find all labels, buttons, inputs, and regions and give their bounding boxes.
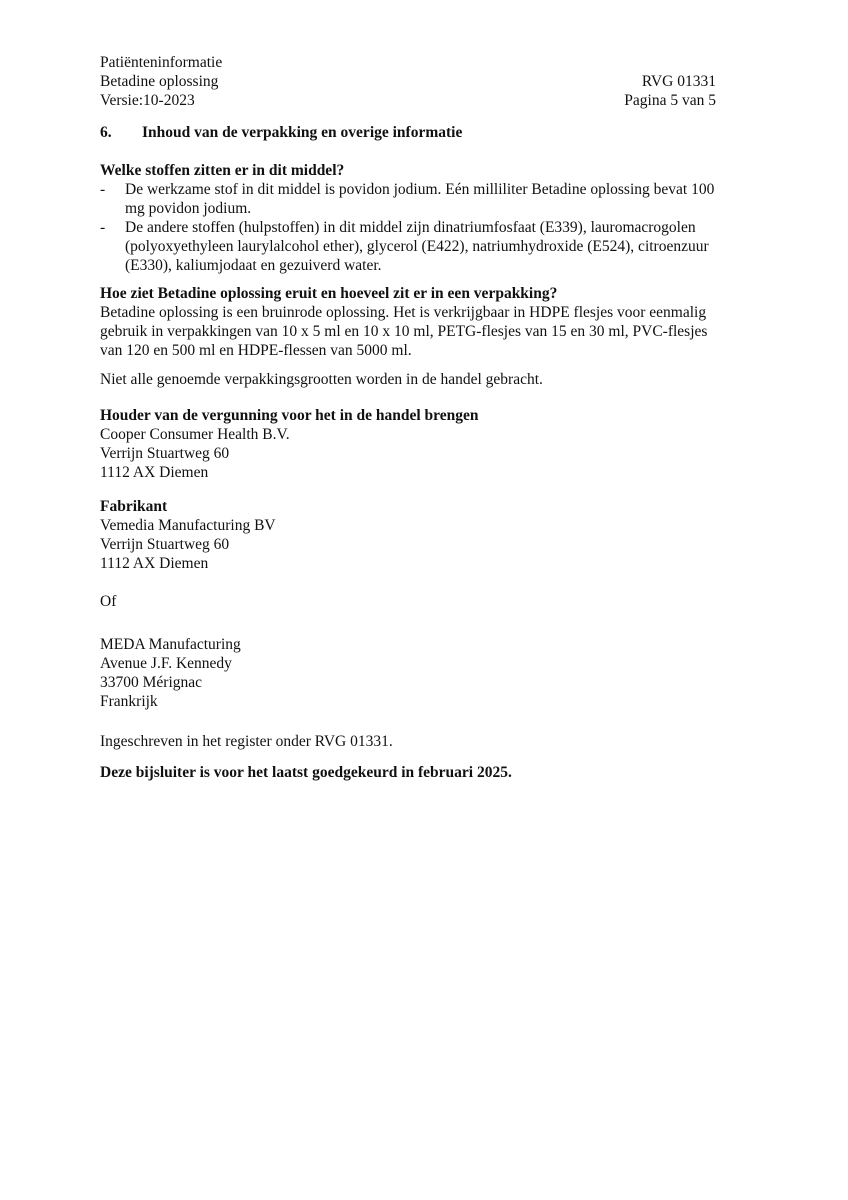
license-holder-street: Verrijn Stuartweg 60 bbox=[100, 445, 230, 462]
availability-note: Niet alle genoemde verpakkingsgrootten worden in de handel gebracht. bbox=[100, 371, 543, 388]
license-holder-section bbox=[100, 406, 730, 482]
manufacturer-alt-street: Avenue J.F. Kennedy bbox=[100, 655, 232, 672]
manufacturer-heading: Fabrikant bbox=[100, 498, 168, 515]
manufacturer-street: Verrijn Stuartweg 60 bbox=[100, 536, 230, 553]
approval-note: Deze bijsluiter is voor het laatst goedgekeurd in februari 2025. bbox=[100, 764, 512, 781]
or-separator: Of bbox=[100, 593, 117, 610]
header-product: Betadine oplossing bbox=[100, 73, 219, 90]
manufacturer-alt-section bbox=[100, 635, 730, 711]
header-reg-number: RVG 01331 bbox=[641, 73, 716, 90]
ingredients-heading: Welke stoffen zitten er in dit middel? bbox=[100, 162, 345, 179]
section-6-heading bbox=[100, 123, 730, 142]
manufacturer-alt-name: MEDA Manufacturing bbox=[100, 636, 241, 653]
register-note: Ingeschreven in het register onder RVG 01331. bbox=[100, 733, 393, 750]
ingredient-bullet-2-text: De andere stoffen (hulpstoffen) in dit middel zijn dinatriumfosfaat (E339), lauromacrogolen (polyoxyethyleen laurylalcohol ether), glycerol (E422), natriumhydroxide (E524), citroenzuur (E330), kaliumjodaat en gezuiverd water. bbox=[125, 219, 709, 274]
license-holder-city: 1112 AX Diemen bbox=[100, 464, 209, 481]
header-page-info: Pagina 5 van 5 bbox=[624, 92, 716, 109]
section-number: 6. bbox=[100, 124, 112, 141]
ingredient-bullet-1-text: De werkzame stof in dit middel is povidon jodium. Eén milliliter Betadine oplossing bevat 100 mg povidon jodium. bbox=[125, 181, 715, 217]
header-version: Versie:10-2023 bbox=[100, 92, 195, 109]
page-header-right bbox=[624, 72, 716, 110]
appearance-body: Betadine oplossing is een bruinrode oplossing. Het is verkrijgbaar in HDPE flesjes voor eenmalig gebruik in verpakkingen van 10 x 5 ml en 10 x 10 ml, PETG-flesjes van 15 en 30 ml, PVC-flesjes van 120 en 500 ml en HDPE-flessen van 5000 ml. bbox=[100, 304, 708, 359]
section-title: Inhoud van de verpakking en overige informatie bbox=[142, 124, 463, 141]
manufacturer-alt-city: 33700 Mérignac bbox=[100, 674, 203, 691]
ingredients-section bbox=[100, 161, 730, 275]
ingredient-bullet-2 bbox=[100, 218, 730, 275]
manufacturer-section bbox=[100, 497, 730, 573]
license-holder-name: Cooper Consumer Health B.V. bbox=[100, 426, 290, 443]
license-holder-heading: Houder van de vergunning voor het in de handel brengen bbox=[100, 407, 479, 424]
manufacturer-city: 1112 AX Diemen bbox=[100, 555, 209, 572]
manufacturer-name: Vemedia Manufacturing BV bbox=[100, 517, 276, 534]
header-doc-type: Patiënteninformatie bbox=[100, 54, 223, 71]
ingredient-bullet-1 bbox=[100, 180, 730, 218]
appearance-section bbox=[100, 284, 730, 360]
manufacturer-alt-country: Frankrijk bbox=[100, 693, 158, 710]
bullet-marker: - bbox=[100, 219, 106, 236]
bullet-marker: - bbox=[100, 181, 106, 198]
appearance-heading: Hoe ziet Betadine oplossing eruit en hoeveel zit er in een verpakking? bbox=[100, 285, 558, 302]
